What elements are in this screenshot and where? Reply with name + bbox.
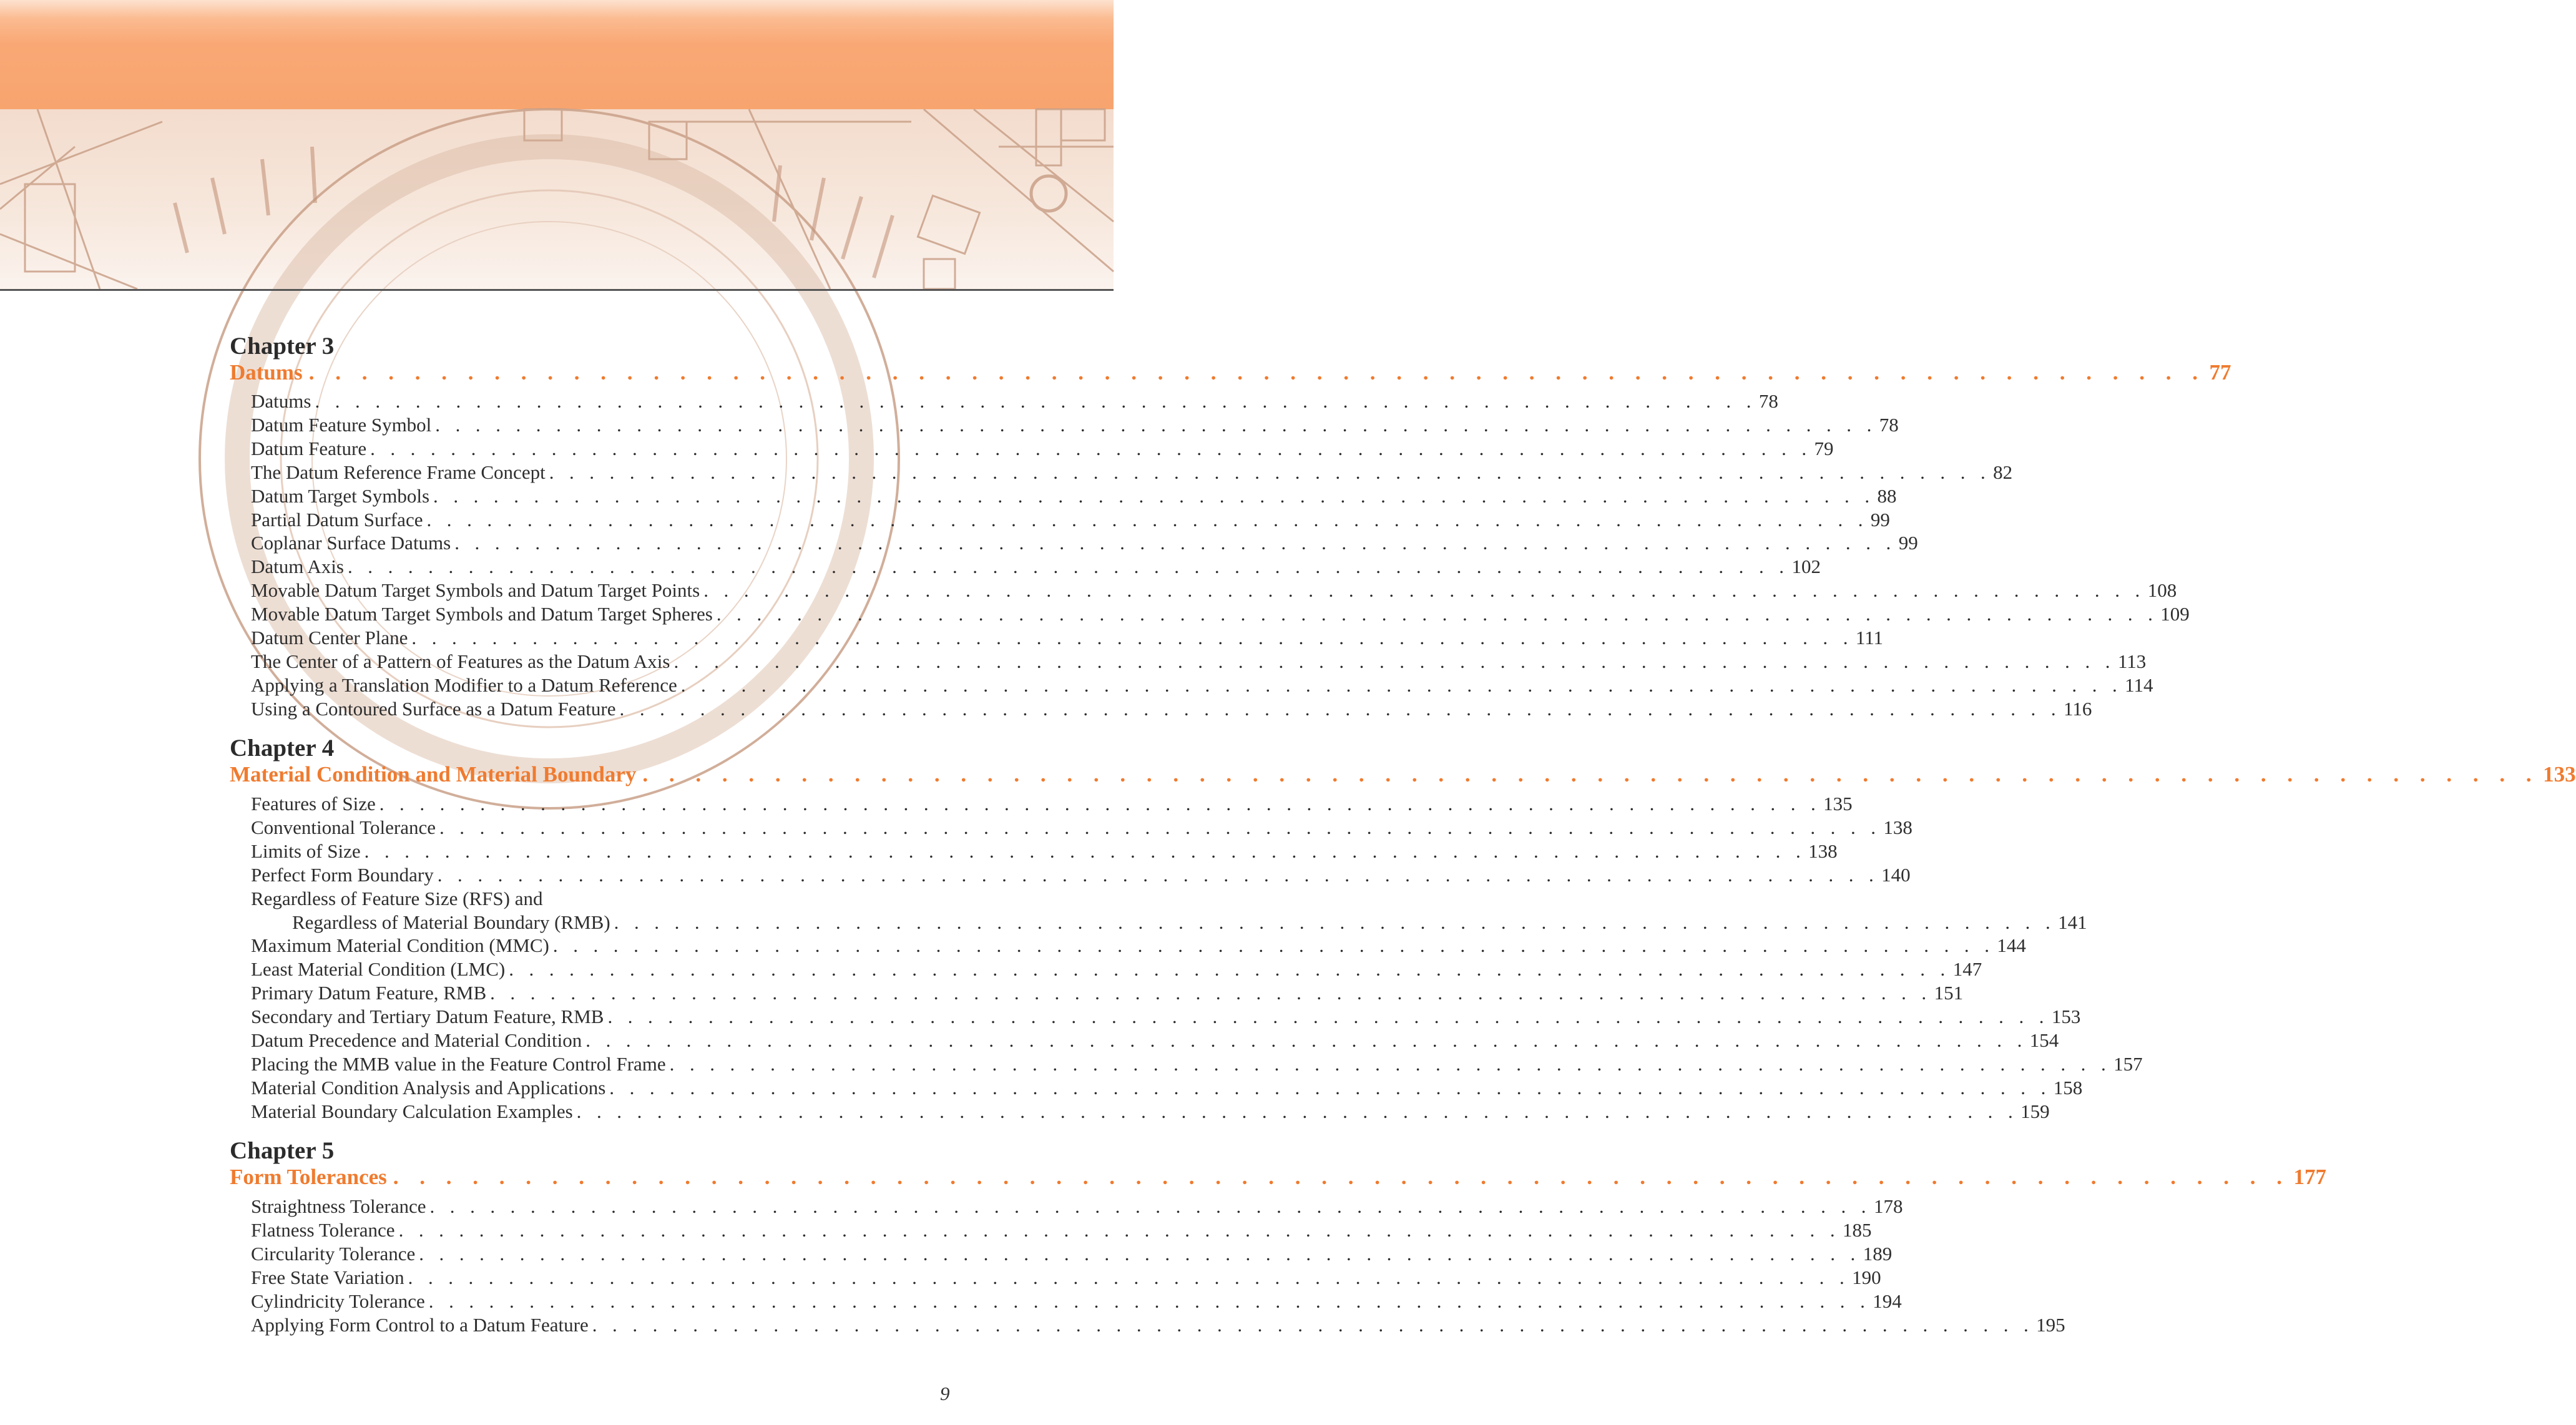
toc-entry-title: The Center of a Pattern of Features as the Datum Axis xyxy=(251,650,670,672)
dot-leader: . . . . . . . . . . . . . . . . . . . . . . . . . . . . . . . . . . . . . . . . . . . . . . . . . . . . . . . . . . . . . . . . . . . . . . . . xyxy=(437,863,1879,886)
toc-entry-page-number: 82 xyxy=(1993,461,2013,483)
toc-entry-title: Flatness Tolerance xyxy=(251,1218,395,1241)
toc-entry-title: Conventional Tolerance xyxy=(251,816,436,838)
dot-leader: . . . . . . . . . . . . . . . . . . . . . . . . . . . . . . . . . . . . . . . . . . . . . . . . . . . . . . . . . . . . . . . . . . . . . . . . xyxy=(428,1290,1871,1312)
toc-entry-page-number: 88 xyxy=(1877,484,1897,507)
toc-entry[interactable] xyxy=(251,697,2092,721)
dot-leader: . . . . . . . . . . . . . . . . . . . . . . . . . . . . . . . . . . . . . . . . . . . . . . . . . . . . . . . . . . . . . . . . . . . . . . . . xyxy=(419,1242,1861,1265)
toc-entry-page-number: 154 xyxy=(2029,1029,2059,1051)
toc-entry[interactable] xyxy=(251,981,1964,1005)
dot-leader: . . . . . . . . . . . . . . . . . . . . . . . . . . . . . . . . . . . . . . . . . . . . . . . . . . . . . . . . . . . . . . . . . . . . . . . . xyxy=(398,1218,1841,1241)
dot-leader: . . . . . . . . . . . . . . . . . . . . . . . . . . . . . . . . . . . . . . . . . . . . . . . . . . . . . . . . . . . . . . . . . . . . . . . . xyxy=(454,532,1896,554)
dot-leader: . . . . . . . . . . . . . . . . . . . . . . . . . . . . . . . . . . . . . . . . . . . . . . . . . . . . . . . . . . . . . . . . . . . . . . . . xyxy=(411,627,1853,649)
chapter-label: Chapter 5 xyxy=(230,1137,335,1164)
dot-leader: . . . . . . . . . . . . . . . . . . . . . . . . . . . . . . . . . . . . . . . . . . . . . . . . . . . . . . . . . . . . . . . . . . . . . . . . xyxy=(619,697,2061,720)
toc-entry[interactable] xyxy=(251,555,1821,579)
dot-leader: . . . . . . . . . . . . . . . . . . . . . . . . . . . . . . . . . . . . . . . . . . . . . . . . . . . . . . . . . . . . . . . . . . . . . . . . xyxy=(592,1313,2034,1336)
page-number: 9 xyxy=(940,1383,950,1404)
dot-leader: . . . . . . . . . . . . . . . . . . . . . . . . . . . . . . . . . . . . . . . . . . . . . . . . . . . . . . . . . . . . . . . . . . . . . . . . xyxy=(576,1100,2019,1122)
toc-entry-title: Datum Axis xyxy=(251,556,344,578)
toc-entry-title: Coplanar Surface Datums xyxy=(251,532,451,554)
toc-entry-title: Perfect Form Boundary xyxy=(251,863,434,886)
toc-entry[interactable] xyxy=(251,1218,1872,1242)
toc-entry-title: Movable Datum Target Symbols and Datum Target Spheres xyxy=(251,603,713,625)
dot-leader: . . . . . . . . . . . . . . . . . . . . . . . . . . . . . . . . . . . . . . . . . . . . . . . . . . . . . . . . . . . . . . . . . . . . . . . . xyxy=(315,390,1756,412)
chapter-title: Form Tolerances xyxy=(230,1165,387,1189)
toc-entry[interactable] xyxy=(251,792,1853,816)
toc-entry-title: Using a Contoured Surface as a Datum Feature xyxy=(251,697,616,720)
toc-entry-title: Free State Variation xyxy=(251,1266,404,1288)
toc-entry-page-number: 140 xyxy=(1881,863,1911,886)
toc-entry[interactable] xyxy=(251,1242,1893,1266)
chapter-page-number: 77 xyxy=(2209,360,2231,384)
toc-entry[interactable] xyxy=(251,389,1778,413)
dot-leader: . . . . . . . . . . . . . . . . . . . . . . . . . . . . . . . . . . . . . . . . . . . . . . . . . . . . . . . . . . . . . . . . . . . . . . . . xyxy=(347,556,1790,578)
toc-entry-title: Datums xyxy=(251,390,311,412)
dot-leader: . . . . . . . . . . . . . . . . . . . . . . . . . . . . . . . . . . . . . . . . . . . . . . . . . . . . . . . . . . . . . . . . . . . . . . . . xyxy=(379,793,1821,815)
toc-entry[interactable] xyxy=(251,840,1838,863)
dot-leader: . . . . . . . . . . . . . . . . . . . . . . . . . . . . . . . . . . . . . . . . . . . . . . . . . . . . . . . . . . . . . . . . . . . . . . . . xyxy=(716,603,2158,625)
toc-entry-title: Limits of Size xyxy=(251,840,361,862)
chapter-title: Datums xyxy=(230,360,303,384)
toc-entry-title: Regardless of Feature Size (RFS) and xyxy=(251,887,543,909)
chapter-label: Chapter 3 xyxy=(230,333,335,360)
dot-leader: . . . . . . . . . . . . . . . . . . . . . . . . . . . . . . . . . . . . . . . . . . . . . . . . . . . . . . . . . . . . . . . . . . . . . . . . xyxy=(490,982,1932,1004)
toc-entry[interactable] xyxy=(251,1076,2083,1100)
toc-entry-title: Maximum Material Condition (MMC) xyxy=(251,934,549,957)
dot-leader: . . . . . . . . . . . . . . . . . . . . . . . . . . . . . . . . . . . . . . . . . . . . . . . . . . . . . . . . . . . . . . . . . . . . . . . . xyxy=(607,1006,2049,1028)
toc-entry-page-number: 178 xyxy=(1873,1195,1903,1217)
dot-leader: . . . . . . . . . . . . . . . . . . . . . . . . . . . . . . . . . . . . . . . . . . . . . . . . . . . . . . . . . . . . . . . . . . . . . . . . xyxy=(308,360,2206,384)
dot-leader: . . . . . . . . . . . . . . . . . . . . . . . . . . . . . . . . . . . . . . . . . . . . . . . . . . . . . . . . . . . . . . . . . . . . . . . . xyxy=(585,1029,2027,1051)
dot-leader: . . . . . . . . . . . . . . . . . . . . . . . . . . . . . . . . . . . . . . . . . . . . . . . . . . . . . . . . . . . . . . . . . . . . . . . . xyxy=(642,762,2540,786)
toc-entry-title: Datum Center Plane xyxy=(251,627,408,649)
toc-entry-page-number: 190 xyxy=(1852,1266,1881,1288)
dot-leader: . . . . . . . . . . . . . . . . . . . . . . . . . . . . . . . . . . . . . . . . . . . . . . . . . . . . . . . . . . . . . . . . . . . . . . . . xyxy=(609,1076,2051,1099)
toc-entry-page-number: 157 xyxy=(2113,1052,2143,1075)
toc-entry-page-number: 79 xyxy=(1814,437,1834,459)
toc-entry-page-number: 114 xyxy=(2125,673,2153,696)
toc-entry-title: Cylindricity Tolerance xyxy=(251,1290,425,1312)
toc-entry-title: Material Condition Analysis and Applications xyxy=(251,1076,606,1099)
toc-entry[interactable] xyxy=(292,911,2087,934)
toc-entry-title: Straightness Tolerance xyxy=(251,1195,426,1217)
toc-entry-title: Primary Datum Feature, RMB xyxy=(251,982,487,1004)
dot-leader: . . . . . . . . . . . . . . . . . . . . . . . . . . . . . . . . . . . . . . . . . . . . . . . . . . . . . . . . . . . . . . . . . . . . . . . . xyxy=(680,673,2123,696)
toc-entry[interactable] xyxy=(251,650,2147,673)
toc-entry-page-number: 153 xyxy=(2051,1006,2081,1028)
chapter-title: Material Condition and Material Boundary xyxy=(230,762,637,786)
toc-entry-page-number: 116 xyxy=(2063,697,2092,720)
toc-entry-page-number: 194 xyxy=(1873,1290,1902,1312)
dot-leader: . . . . . . . . . . . . . . . . . . . . . . . . . . . . . . . . . . . . . . . . . . . . . . . . . . . . . . . . . . . . . . . . . . . . . . . . xyxy=(408,1266,1850,1288)
toc-entry-page-number: 99 xyxy=(1870,508,1890,531)
toc-entry-page-number: 158 xyxy=(2053,1076,2083,1099)
toc-entry-title: Secondary and Tertiary Datum Feature, RMB xyxy=(251,1006,604,1028)
toc-entry[interactable] xyxy=(251,934,2026,957)
toc-entry-title: Applying Form Control to a Datum Feature xyxy=(251,1313,589,1336)
toc-entry[interactable] xyxy=(251,413,1899,437)
toc-entry[interactable] xyxy=(251,484,1897,508)
toc-entry-title: Regardless of Material Boundary (RMB) xyxy=(292,911,610,933)
dot-leader: . . . . . . . . . . . . . . . . . . . . . . . . . . . . . . . . . . . . . . . . . . . . . . . . . . . . . . . . . . . . . . . . . . . . . . . . xyxy=(509,958,1951,981)
toc-entry-title: Datum Feature xyxy=(251,437,367,459)
toc-entry[interactable] xyxy=(251,816,1912,840)
dot-leader: . . . . . . . . . . . . . . . . . . . . . . . . . . . . . . . . . . . . . . . . . . . . . . . . . . . . . . . . . . . . . . . . . . . . . . . . xyxy=(549,461,1991,483)
toc-entry-page-number: 147 xyxy=(1952,958,1982,981)
toc-entry-page-number: 151 xyxy=(1934,982,1964,1004)
dot-leader: . . . . . . . . . . . . . . . . . . . . . . . . . . . . . . . . . . . . . . . . . . . . . . . . . . . . . . . . . . . . . . . . . . . . . . . . xyxy=(435,413,1877,436)
toc-entry[interactable] xyxy=(251,602,2190,626)
toc-entry-title: Partial Datum Surface xyxy=(251,508,423,531)
toc-entry[interactable] xyxy=(251,1029,2059,1052)
toc-entry-page-number: 185 xyxy=(1843,1218,1872,1241)
toc-entry[interactable] xyxy=(251,1005,2081,1029)
chapter-page-number: 133 xyxy=(2543,762,2576,786)
toc-entry-title: Datum Feature Symbol xyxy=(251,413,432,436)
toc-entry[interactable] xyxy=(251,1313,2065,1337)
toc-entry[interactable] xyxy=(251,508,1890,532)
toc-entry[interactable] xyxy=(251,461,2013,484)
dot-leader: . . . . . . . . . . . . . . . . . . . . . . . . . . . . . . . . . . . . . . . . . . . . . . . . . . . . . . . . . . . . . . . . . . . . . . . . xyxy=(439,816,1881,838)
toc-entry-page-number: 78 xyxy=(1758,390,1778,412)
toc-entry-title: Features of Size xyxy=(251,793,376,815)
toc-entry-page-number: 138 xyxy=(1883,816,1912,838)
toc-entry-page-number: 189 xyxy=(1863,1242,1893,1265)
toc-entry-title: Least Material Condition (LMC) xyxy=(251,958,506,981)
toc-entry[interactable] xyxy=(251,437,1834,461)
toc-entry-page-number: 138 xyxy=(1808,840,1838,862)
toc-entry-title: Movable Datum Target Symbols and Datum Target Points xyxy=(251,579,700,602)
dot-leader: . . . . . . . . . . . . . . . . . . . . . . . . . . . . . . . . . . . . . . . . . . . . . . . . . . . . . . . . . . . . . . . . . . . . . . . . xyxy=(393,1165,2290,1189)
toc-entry[interactable] xyxy=(251,1052,2143,1076)
toc-entry-page-number: 113 xyxy=(2117,650,2147,672)
toc-entry[interactable] xyxy=(251,579,2177,602)
toc-entry[interactable] xyxy=(251,1290,1902,1313)
toc-entry-page-number: 159 xyxy=(2020,1100,2050,1122)
toc-entry-title: Placing the MMB value in the Feature Control Frame xyxy=(251,1052,666,1075)
toc-entry[interactable] xyxy=(251,626,1884,650)
toc-entry-title: Datum Precedence and Material Condition xyxy=(251,1029,582,1051)
toc-entry-page-number: 111 xyxy=(1855,627,1884,649)
toc-entry-title: The Datum Reference Frame Concept xyxy=(251,461,546,483)
toc-entry[interactable] xyxy=(251,957,1982,981)
toc-entry[interactable] xyxy=(251,1266,1881,1290)
toc-entry-page-number: 195 xyxy=(2036,1313,2065,1336)
toc-entry-page-number: 102 xyxy=(1791,556,1821,578)
dot-leader: . . . . . . . . . . . . . . . . . . . . . . . . . . . . . . . . . . . . . . . . . . . . . . . . . . . . . . . . . . . . . . . . . . . . . . . . xyxy=(552,934,1995,957)
dot-leader: . . . . . . . . . . . . . . . . . . . . . . . . . . . . . . . . . . . . . . . . . . . . . . . . . . . . . . . . . . . . . . . . . . . . . . . . xyxy=(669,1052,2112,1075)
chapter-title-link[interactable] xyxy=(230,359,2231,386)
toc-entry-page-number: 108 xyxy=(2147,579,2177,602)
toc-entry[interactable] xyxy=(251,1195,1903,1218)
toc-entry-title: Applying a Translation Modifier to a Datum Reference xyxy=(251,673,677,696)
toc-entry-title: Material Boundary Calculation Examples xyxy=(251,1100,573,1122)
toc-entry[interactable] xyxy=(251,673,2153,697)
dot-leader: . . . . . . . . . . . . . . . . . . . . . . . . . . . . . . . . . . . . . . . . . . . . . . . . . . . . . . . . . . . . . . . . . . . . . . . . xyxy=(370,437,1812,459)
toc-entry-page-number: 141 xyxy=(2058,911,2087,933)
dot-leader: . . . . . . . . . . . . . . . . . . . . . . . . . . . . . . . . . . . . . . . . . . . . . . . . . . . . . . . . . . . . . . . . . . . . . . . . xyxy=(429,1195,1871,1217)
chapter-title-link[interactable] xyxy=(230,1163,2327,1191)
toc-entry[interactable] xyxy=(251,887,912,911)
toc-entry[interactable] xyxy=(251,531,1918,555)
toc-entry[interactable] xyxy=(251,1100,2050,1124)
dot-leader: . . . . . . . . . . . . . . . . . . . . . . . . . . . . . . . . . . . . . . . . . . . . . . . . . . . . . . . . . . . . . . . . . . . . . . . . xyxy=(433,484,1875,507)
toc-entry-page-number: 109 xyxy=(2160,603,2190,625)
chapter-title-link[interactable] xyxy=(230,761,2576,788)
toc-entry-title: Datum Target Symbols xyxy=(251,484,430,507)
dot-leader: . . . . . . . . . . . . . . . . . . . . . . . . . . . . . . . . . . . . . . . . . . . . . . . . . . . . . . . . . . . . . . . . . . . . . . . . xyxy=(614,911,2056,933)
dot-leader: . . . . . . . . . . . . . . . . . . . . . . . . . . . . . . . . . . . . . . . . . . . . . . . . . . . . . . . . . . . . . . . . . . . . . . . . xyxy=(703,579,2145,602)
dot-leader: . . . . . . . . . . . . . . . . . . . . . . . . . . . . . . . . . . . . . . . . . . . . . . . . . . . . . . . . . . . . . . . . . . . . . . . . xyxy=(426,508,1868,531)
chapter-page-number: 177 xyxy=(2293,1165,2327,1189)
toc-entry[interactable] xyxy=(251,863,1911,887)
toc-entry-title: Circularity Tolerance xyxy=(251,1242,416,1265)
toc-entry-page-number: 99 xyxy=(1898,532,1918,554)
toc-entry-page-number: 135 xyxy=(1823,793,1853,815)
dot-leader: . . . . . . . . . . . . . . . . . . . . . . . . . . . . . . . . . . . . . . . . . . . . . . . . . . . . . . . . . . . . . . . . . . . . . . . . xyxy=(673,650,2115,672)
chapter-label: Chapter 4 xyxy=(230,735,335,761)
toc-entry-page-number: 144 xyxy=(1997,934,2026,957)
toc-entry-page-number: 78 xyxy=(1879,413,1899,436)
dot-leader: . . . . . . . . . . . . . . . . . . . . . . . . . . . . . . . . . . . . . . . . . . . . . . . . . . . . . . . . . . . . . . . . . . . . . . . . xyxy=(364,840,1806,862)
